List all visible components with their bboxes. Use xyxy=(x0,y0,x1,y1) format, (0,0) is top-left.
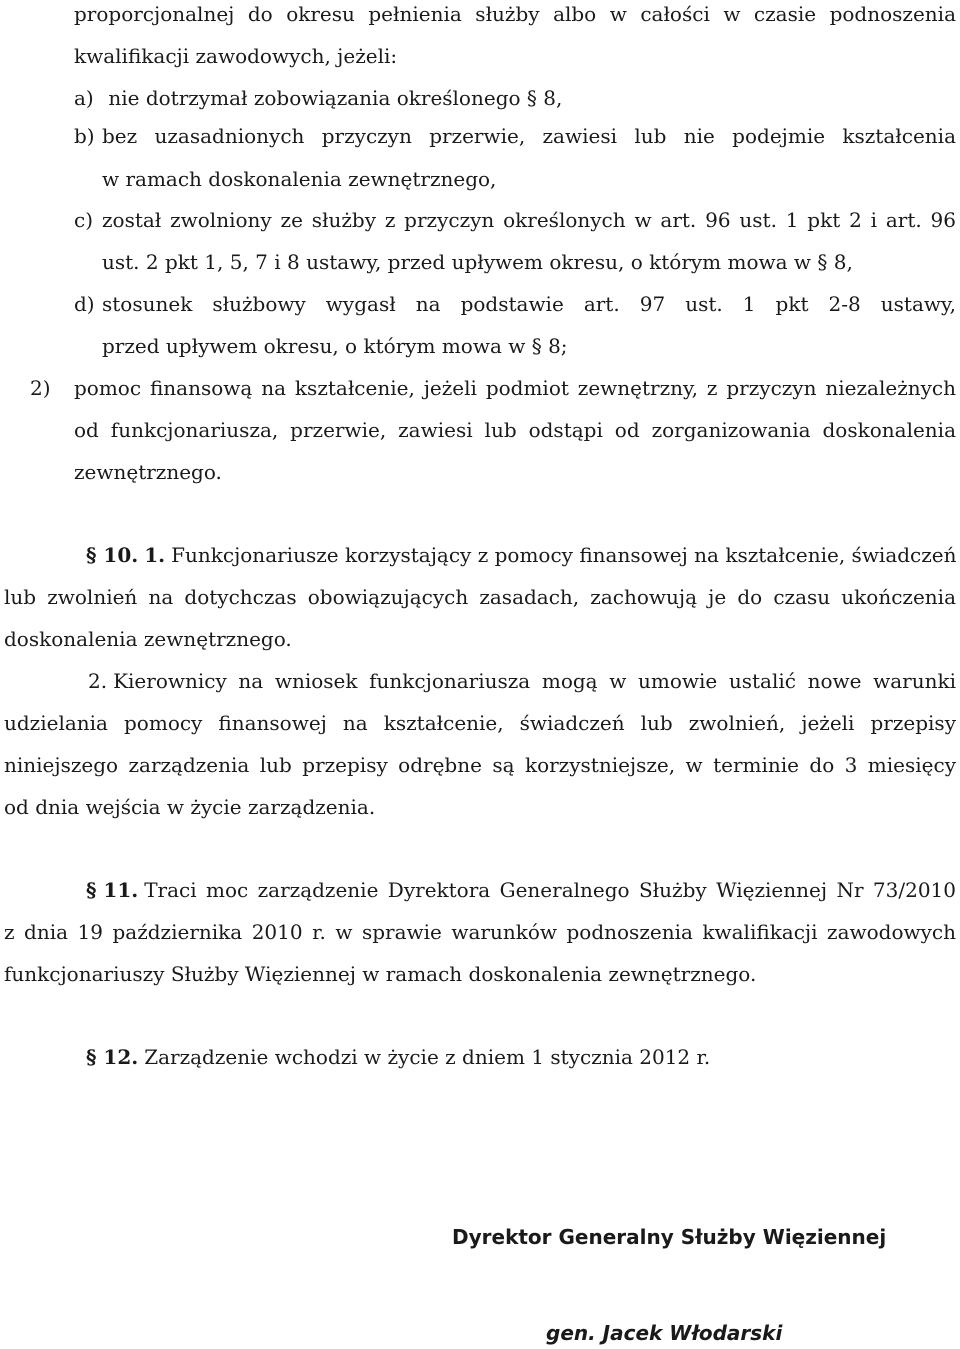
item-2-label: 2) xyxy=(30,376,51,400)
item-a-text: nie dotrzymał zobowiązania określonego § 8, xyxy=(108,86,563,110)
par10-p1-num: 1. xyxy=(144,543,166,567)
item-b-line-2: w ramach doskonalenia zewnętrznego, xyxy=(102,167,497,191)
item-d-line-1 xyxy=(74,290,956,318)
item-c-label: c) xyxy=(74,208,94,232)
item-2-line-2: od funkcjonariusza, przerwie, zawiesi lub odstąpi od zorganizowania doskonalenia xyxy=(74,418,956,442)
par10-p2-num: 2. xyxy=(88,669,108,693)
par10-p1-text-1: Funkcjonariusze korzystający z pomocy finansowej na kształcenie, świadczeń xyxy=(171,543,957,567)
par11-line-2: z dnia 19 października 2010 r. w sprawie warunków podnoszenia kwalifikacji zawodowych xyxy=(4,920,956,944)
par10-p1-line-3: doskonalenia zewnętrznego. xyxy=(4,627,292,651)
par10-line-1 xyxy=(86,541,956,569)
par11-line-1 xyxy=(86,876,956,904)
par11-line-3: funkcjonariuszy Służby Więziennej w ramach doskonalenia zewnętrznego. xyxy=(4,962,757,986)
intro-line-1: proporcjonalnej do okresu pełnienia służby albo w całości w czasie podnoszenia xyxy=(74,2,956,26)
par10-p2-line-4: od dnia wejścia w życie zarządzenia. xyxy=(4,795,376,819)
item-c-line-1 xyxy=(74,206,956,234)
item-c-text-1: został zwolniony ze służby z przyczyn określonych w art. 96 ust. 1 pkt 2 i art. 96 xyxy=(102,208,956,232)
item-d-line-2: przed upływem okresu, o którym mowa w § 8; xyxy=(102,334,568,358)
item-a xyxy=(74,84,562,112)
par10-heading: § 10. xyxy=(86,543,139,567)
par10-p2-line-2: udzielania pomocy finansowej na kształcenie, świadczeń lub zwolnień, jeżeli przepisy xyxy=(4,711,956,735)
signature-name: gen. Jacek Włodarski xyxy=(546,1321,783,1345)
par10-p2-text-1: Kierownicy na wniosek funkcjonariusza mogą w umowie ustalić nowe warunki xyxy=(113,669,956,693)
item-b-text-1: bez uzasadnionych przyczyn przerwie, zawiesi lub nie podejmie kształcenia xyxy=(102,124,956,148)
par12 xyxy=(86,1043,710,1071)
item-b-label: b) xyxy=(74,124,95,148)
signature-title: Dyrektor Generalny Służby Więziennej xyxy=(452,1225,887,1249)
par11-heading: § 11. xyxy=(86,878,139,902)
par12-heading: § 12. xyxy=(86,1045,139,1069)
item-d-text-1: stosunek służbowy wygasł na podstawie art. 97 ust. 1 pkt 2-8 ustawy, xyxy=(102,292,956,316)
item-2-text-1: pomoc finansową na kształcenie, jeżeli podmiot zewnętrzny, z przyczyn niezależnych xyxy=(74,376,956,400)
item-b-line-1 xyxy=(74,122,956,150)
item-2-line-3: zewnętrznego. xyxy=(74,460,222,484)
item-a-label: a) xyxy=(74,86,94,110)
intro-line-2: kwalifikacji zawodowych, jeżeli: xyxy=(74,44,398,68)
par10-p2-line-3: niniejszego zarządzenia lub przepisy odrębne są korzystniejsze, w terminie do 3 miesięcy xyxy=(4,753,956,777)
item-c-line-2: ust. 2 pkt 1, 5, 7 i 8 ustawy, przed upływem okresu, o którym mowa w § 8, xyxy=(102,250,853,274)
item-d-label: d) xyxy=(74,292,95,316)
item-2-line-1 xyxy=(30,374,956,402)
par11-text-1: Traci moc zarządzenie Dyrektora Generalnego Służby Więziennej Nr 73/2010 xyxy=(144,878,956,902)
par10-p1-line-2: lub zwolnień na dotychczas obowiązujących zasadach, zachowują je do czasu ukończenia xyxy=(4,585,956,609)
par10-p2-line-1 xyxy=(88,667,956,695)
par12-text: Zarządzenie wchodzi w życie z dniem 1 stycznia 2012 r. xyxy=(144,1045,711,1069)
